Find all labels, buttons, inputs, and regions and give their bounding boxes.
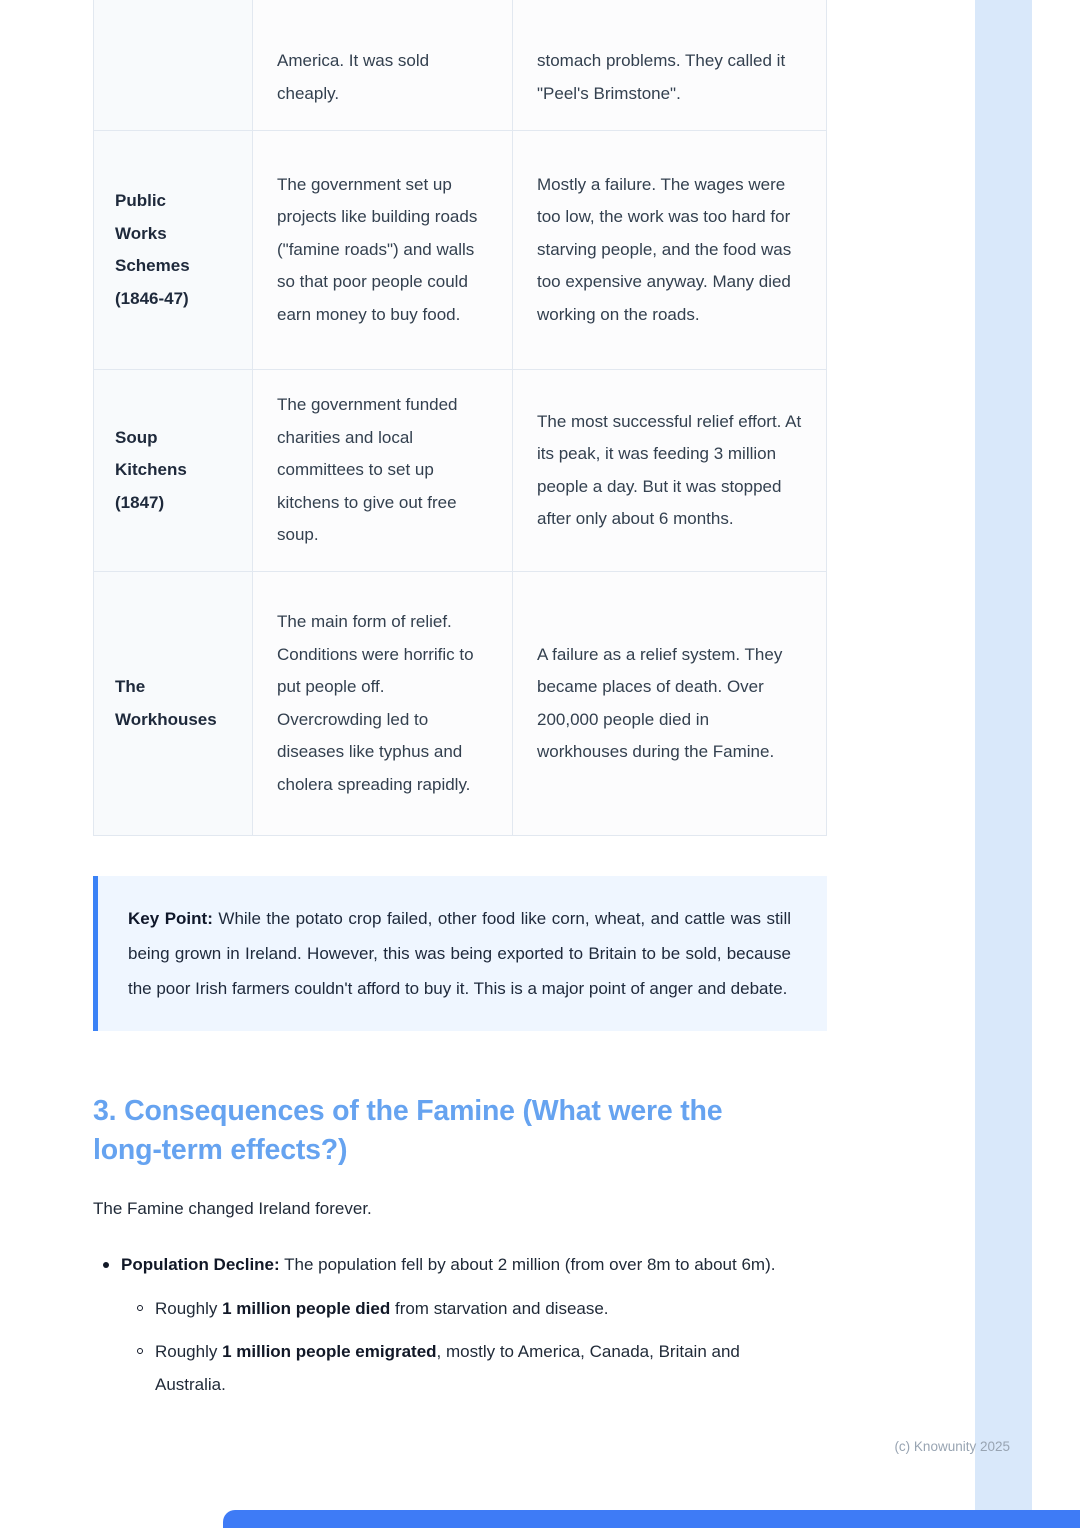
list-item: [93, 1248, 824, 1281]
table-row-label: Soup Kitchens (1847): [93, 370, 253, 572]
bottom-banner-edge: [223, 1510, 1080, 1528]
list-subitem-text: Roughly 1 million people emigrated, mostly to America, Canada, Britain and Australia.: [155, 1342, 740, 1394]
table-row-label: Public Works Schemes (1846-47): [93, 131, 253, 370]
copyright: (c) Knowunity 2025: [894, 1439, 1010, 1454]
table-cell-description: The government set up projects like building roads ("famine roads") and walls so that poor people could earn money to buy food.: [253, 131, 513, 370]
key-point-text: While the potato crop failed, other food like corn, wheat, and cattle was still being grown in Ireland. However, this was being exported to Britain to be sold, because the poor Irish farmers couldn't afford to buy it. This is a major point of anger and debate.: [128, 909, 792, 998]
key-point-label: Key Point:: [128, 909, 213, 928]
bullet-icon: [103, 1262, 109, 1268]
list-item-text: Population Decline: The population fell by about 2 million (from over 8m to about 6m).: [121, 1255, 776, 1274]
page-margin-strip: [975, 0, 1032, 1528]
list-subitem: [127, 1292, 824, 1325]
table-row-label: [93, 0, 253, 131]
list-subitem: [127, 1335, 824, 1401]
relief-measures-table: [93, 0, 827, 836]
consequences-list: [93, 1248, 824, 1411]
key-point-callout: [93, 876, 827, 1031]
table-cell-outcome: A failure as a relief system. They became places of death. Over 200,000 people died in workhouses during the Famine.: [513, 572, 827, 836]
intro-paragraph: The Famine changed Ireland forever.: [93, 1199, 372, 1218]
table-cell-description: America. It was sold cheaply.: [253, 0, 513, 131]
list-subitem-text: Roughly 1 million people died from starvation and disease.: [155, 1299, 609, 1318]
table-cell-description: The main form of relief. Conditions were horrific to put people off. Overcrowding led to diseases like typhus and cholera spreading rapidly.: [253, 572, 513, 836]
table-cell-description: The government funded charities and local committees to set up kitchens to give out free soup.: [253, 370, 513, 572]
table-cell-outcome: stomach problems. They called it "Peel's Brimstone".: [513, 0, 827, 131]
sub-bullet-icon: [137, 1305, 143, 1311]
table-cell-outcome: The most successful relief effort. At its peak, it was feeding 3 million people a day. But it was stopped after only about 6 months.: [513, 370, 827, 572]
section-heading: 3. Consequences of the Famine (What were the long-term effects?): [93, 1095, 723, 1166]
table-cell-outcome: Mostly a failure. The wages were too low, the work was too hard for starving people, and the food was too expensive anyway. Many died working on the roads.: [513, 131, 827, 370]
sub-bullet-icon: [137, 1348, 143, 1354]
table-row-label: The Workhouses: [93, 572, 253, 836]
